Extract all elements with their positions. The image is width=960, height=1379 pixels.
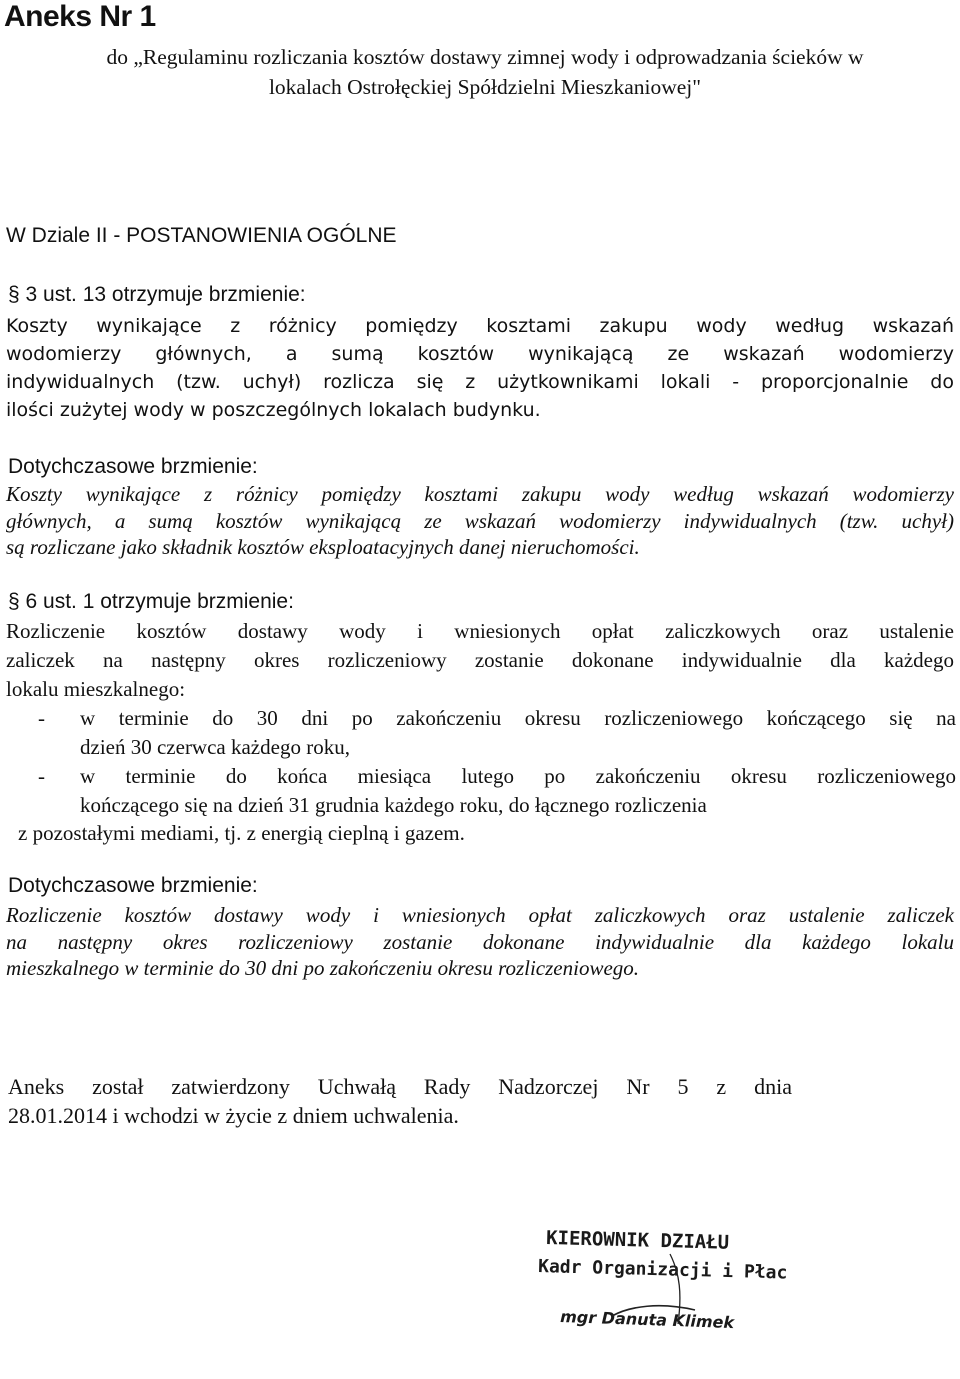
official-stamp [520, 1214, 820, 1344]
text-line: Rozliczenie kosztów dostawy wody i wniesionych opłat zaliczkowych oraz ustalenie zaliczek [6, 903, 954, 927]
text-line: dzień 30 czerwca każdego roku, [80, 735, 350, 759]
text-line: ilości zużytej wody w poszczególnych lokalach budynku. [6, 399, 541, 421]
text-line: Aneks został zatwierdzony Uchwałą Rady Nadzorczej Nr 5 z dnia [8, 1074, 792, 1099]
text-line: kończącego się na dzień 31 grudnia każdego roku, do łącznego rozliczenia [80, 793, 707, 817]
previous-wording-heading: Dotychczasowe brzmienie: [8, 874, 258, 897]
text-line: mieszkalnego w terminie do 30 dni po zakończeniu okresu rozliczeniowego. [6, 956, 640, 980]
paragraph-heading: § 6 ust. 1 otrzymuje brzmienie: [8, 590, 294, 613]
stamp-line-1: KIEROWNIK DZIAŁU [545, 1227, 730, 1254]
text-line: Rozliczenie kosztów dostawy wody i wniesionych opłat zaliczkowych oraz ustalenie [6, 619, 954, 643]
previous-wording-heading: Dotychczasowe brzmienie: [8, 455, 258, 478]
stamp-line-3: mgr Danuta Klimek [559, 1307, 735, 1333]
subtitle-line: lokalach Ostrołęckiej Spółdzielni Mieszkaniowej" [268, 75, 702, 99]
paragraph-body [6, 617, 954, 704]
paragraph-tail: z pozostałymi mediami, tj. z energią cieplną i gazem. [18, 821, 465, 845]
subtitle-line: do „Regulaminu rozliczania kosztów dostawy zimnej wody i odprowadzania ścieków w [106, 45, 864, 69]
paragraph-heading: § 3 ust. 13 otrzymuje brzmienie: [8, 283, 306, 306]
stamp-line-2: Kadr Organizacji i Płac [537, 1256, 788, 1284]
text-line: głównych, a sumą kosztów wynikającą ze wskazań wodomierzy indywidualnych (tzw. uchył) [6, 508, 954, 533]
text-line: w terminie do końca miesiąca lutego po zakończeniu okresu rozliczeniowego [80, 764, 956, 788]
list-item [38, 704, 956, 762]
list-dash: - [38, 764, 45, 788]
document-title: Aneks Nr 1 [4, 0, 156, 33]
text-line: zaliczek na następny okres rozliczeniowy zostanie dokonane indywidualnie dla każdego [6, 648, 954, 672]
stamp-graphic [520, 1214, 820, 1344]
text-line: wodomierzy głównych, a sumą kosztów wynikającą ze wskazań wodomierzy [6, 343, 954, 365]
list-item [38, 762, 956, 820]
text-line: na następny okres rozliczeniowy zostanie dokonane indywidualnie dla każdego lokalu [6, 929, 954, 954]
list-dash: - [38, 706, 45, 730]
text-line: Koszty wynikające z różnicy pomiędzy kosztami zakupu wody według wskazań [6, 315, 954, 337]
section-heading: W Dziale II - POSTANOWIENIA OGÓLNE [6, 224, 397, 247]
paragraph-body [6, 312, 954, 424]
text-line: lokalu mieszkalnego: [6, 677, 186, 701]
text-line: 28.01.2014 i wchodzi w życie z dniem uchwalenia. [8, 1103, 459, 1128]
previous-wording-body [6, 902, 954, 982]
text-line: w terminie do 30 dni po zakończeniu okresu rozliczeniowego kończącego się na [80, 706, 956, 730]
text-line: Koszty wynikające z różnicy pomiędzy kosztami zakupu wody według wskazań wodomierzy [6, 482, 954, 506]
previous-wording-body [6, 481, 954, 561]
list-item-text [80, 762, 956, 820]
document-subtitle [14, 42, 956, 102]
list-item-text [80, 704, 956, 762]
text-line: indywidualnych (tzw. uchył) rozlicza się z użytkownikami lokali - proporcjonalnie do [6, 371, 954, 393]
approval-note [8, 1072, 792, 1130]
text-line: są rozliczane jako składnik kosztów eksploatacyjnych danej nieruchomości. [6, 535, 640, 559]
